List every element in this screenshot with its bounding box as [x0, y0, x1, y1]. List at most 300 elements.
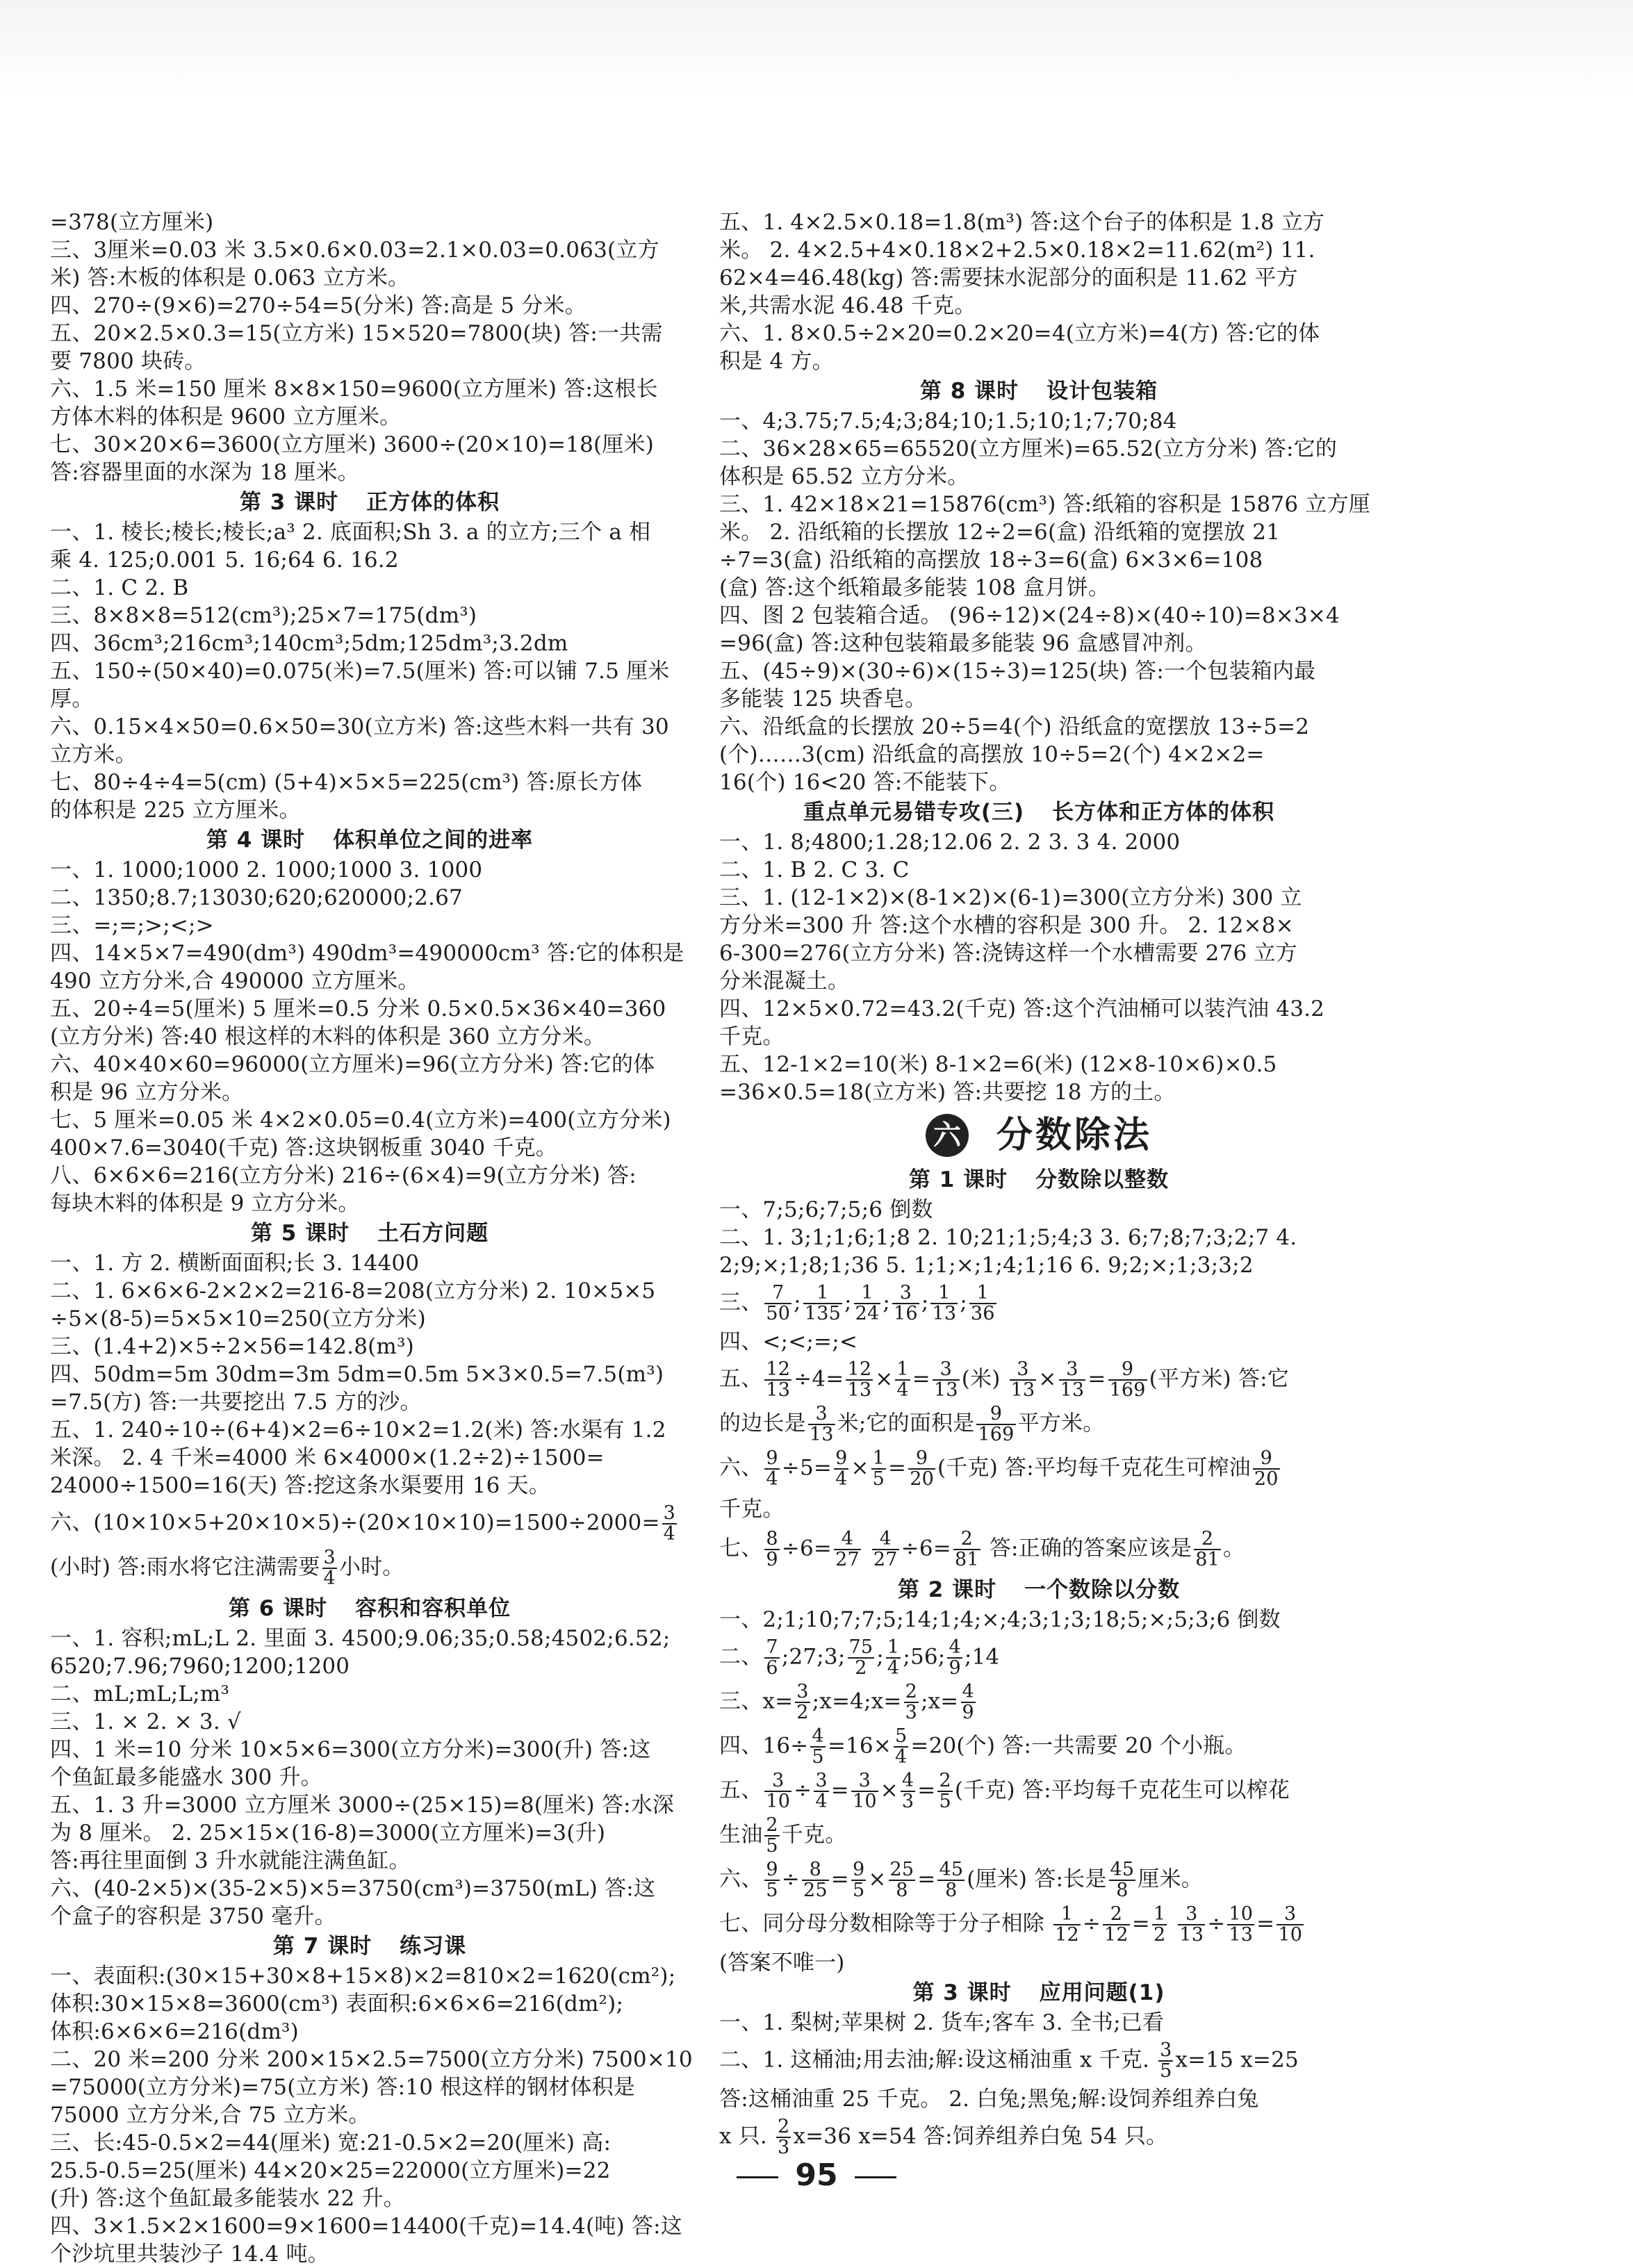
fraction [322, 1548, 337, 1588]
fraction-numerator: 4 [872, 1529, 899, 1550]
lesson-heading [50, 1593, 689, 1625]
answer-text: 生油 [719, 1822, 763, 1848]
answer-line: 三、8×8×8=512(cm³);25×7=175(dm³) [50, 603, 477, 628]
answer-line [719, 1727, 1359, 1767]
answer-line: 三、(1.4+2)×5÷2×56=142.8(m³) [50, 1334, 414, 1359]
answer-line: 米) 答:木板的体积是 0.063 立方米。 [50, 265, 410, 290]
answer-line: 个沙坑里共装沙子 14.4 吨。 [50, 2242, 329, 2267]
fraction-numerator: 3 [1178, 1905, 1205, 1925]
math-text: = [830, 1866, 849, 1892]
fraction-denominator: 36 [970, 1303, 995, 1324]
fraction-denominator: 13 [1010, 1379, 1035, 1401]
answer-line: 五、1. 3 升=3000 立方厘米 3000÷(25×15)=8(厘米) 答:水深 [50, 1793, 675, 1818]
answer-line: 米深。 2. 4 千米=4000 米 6×4000×(1.2÷2)÷1500= [50, 1445, 605, 1470]
answer-line: 一、1. 方 2. 横断面面积;长 3. 14400 [50, 1251, 420, 1276]
fraction [1158, 2041, 1173, 2081]
fraction [871, 1449, 886, 1489]
answer-line: 立方米。 [50, 742, 137, 767]
answer-text: 小时。 [338, 1554, 404, 1580]
answer-line: 六、(40-2×5)×(35-2×5)×5=3750(cm³)=3750(mL) 答:这 [50, 1876, 656, 1901]
scan-shadow [0, 0, 1633, 97]
fraction-numerator: 2 [905, 1681, 917, 1702]
lesson-title: 土石方问题 [377, 1221, 489, 1246]
answer-text: 三、 [719, 1688, 763, 1714]
fraction-denominator: 4 [895, 1746, 908, 1768]
answer-line: 六、沿纸盒的长摆放 20÷5=4(个) 沿纸盒的宽摆放 13÷5=2 [719, 714, 1310, 739]
answer-text: 的边长是 [719, 1411, 806, 1436]
answer-line: 五、20÷4=5(厘米) 5 厘米=0.5 分米 0.5×0.5×36×40=360 [50, 996, 666, 1021]
fraction-numerator: 3 [808, 1404, 835, 1425]
answer-line: 6-300=276(立方分米) 答:浇铸这样一个水槽需要 276 立方 [719, 941, 1297, 966]
answer-line: 二、36×28×65=65520(立方厘米)=65.52(立方分米) 答:它的 [719, 436, 1338, 461]
math-text: × [868, 1866, 887, 1892]
fraction [886, 1638, 901, 1678]
math-text: 。 [1222, 1536, 1245, 1561]
answer-line [719, 1860, 1359, 1900]
fraction-numerator: 25 [889, 1859, 914, 1880]
answer-line: 的体积是 225 立方厘米。 [50, 798, 301, 823]
math-text: 千克。 [781, 1822, 847, 1848]
answer-line: 四、图 2 包装箱合适。 (96÷12)×(24÷8)×(40÷10)=8×3×4 [719, 603, 1340, 628]
answer-line: 二、1. 3;1;1;6;1;8 2. 10;21;1;5;4;3 3. 6;7;8;7;3;2;7 4. [719, 1225, 1297, 1250]
fraction-denominator: 5 [852, 1880, 865, 1901]
lesson-number: 第 8 课时 [919, 379, 1019, 404]
math-text: = [1256, 1911, 1275, 1937]
answer-line: 三、长:45-0.5×2=44(厘米) 宽:21-0.5×2=20(厘米) 高: [50, 2130, 612, 2155]
answer-line: =36×0.5=18(立方米) 答:共要挖 18 方的土。 [719, 1080, 1176, 1105]
fraction-numerator: 8 [766, 1528, 778, 1550]
lesson-heading [719, 1574, 1359, 1606]
answer-line [719, 1771, 1359, 1811]
answer-line: 七、30×20×6=3600(立方厘米) 3600÷(20×10)=18(厘米) [50, 432, 655, 457]
fraction-numerator: 75 [848, 1636, 873, 1658]
answer-text: 二、1. 这桶油;用去油;解:设这桶油重 x 千克. [719, 2047, 1157, 2073]
fraction-denominator: 5 [1160, 2060, 1172, 2082]
fraction [947, 1638, 962, 1678]
fraction-numerator: 2 [939, 1770, 951, 1791]
lesson-heading [719, 375, 1359, 407]
fraction-denominator: 9 [766, 1549, 778, 1570]
lesson-title: 设计包装箱 [1047, 379, 1158, 404]
answer-line [719, 1682, 1359, 1723]
answer-line: 体积是 65.52 立方分米。 [719, 464, 969, 489]
answer-line [719, 1449, 1359, 1489]
answer-line: 答:再往里面倒 3 升水就能注满鱼缸。 [50, 1848, 411, 1873]
lesson-number: 第 3 课时 [239, 490, 339, 515]
answer-line [719, 1529, 1359, 1570]
answer-line [719, 2041, 1359, 2081]
fraction [1010, 1360, 1037, 1400]
fraction-numerator: 9 [835, 1447, 848, 1469]
math-text: = [830, 1777, 849, 1803]
answer-line: 16(个) 16<20 答:不能装下。 [719, 770, 1011, 795]
answer-line: =75000(立方分米)=75(立方米) 答:10 根这样的钢材体积是 [50, 2075, 635, 2100]
answer-line: 四、270÷(9×6)=270÷54=5(分米) 答:高是 5 分米。 [50, 293, 586, 318]
fraction [1109, 1860, 1136, 1900]
fraction-numerator: 2 [1194, 1529, 1221, 1550]
answer-line: 六、40×40×60=96000(立方厘米)=96(立方分米) 答:它的体 [50, 1052, 655, 1077]
fraction-numerator: 45 [1110, 1859, 1135, 1880]
math-text: (千克) 答:平均每千克花生可榨油 [937, 1455, 1251, 1481]
fraction [889, 1860, 916, 1900]
fraction-numerator: 3 [933, 1360, 960, 1381]
answer-line: 6520;7.96;7960;1200;1200 [50, 1654, 350, 1679]
lesson-title: 应用问题(1) [1039, 1980, 1165, 2005]
answer-text: x 只. [719, 2123, 775, 2149]
answer-text: 五、 [719, 1777, 763, 1803]
fraction-numerator: 1 [930, 1283, 958, 1304]
math-text: ;56; [903, 1644, 946, 1670]
fraction-denominator: 4 [896, 1379, 909, 1401]
answer-line: 个鱼缸最多能盛水 300 升。 [50, 1765, 322, 1790]
math-text: =16× [827, 1733, 892, 1759]
fraction-numerator: 1 [1153, 1903, 1166, 1925]
answer-line: 多能装 125 块香皂。 [719, 687, 927, 712]
fraction-denominator: 3 [778, 2137, 790, 2158]
answer-line: 三、1. 42×18×21=15876(cm³) 答:纸箱的容积是 15876 立方厘 [719, 492, 1370, 517]
answer-line: 五、1. 240÷10÷(6+4)×2=6÷10×2=1.2(米) 答:水渠有 1.2 [50, 1418, 666, 1443]
fraction-numerator: 9 [766, 1447, 778, 1469]
fraction-numerator: 3 [1010, 1360, 1037, 1381]
fraction-numerator: 2 [953, 1529, 980, 1550]
answer-line: 二、1350;8.7;13030;620;620000;2.67 [50, 885, 463, 910]
math-text: (厘米) 答:长是 [967, 1866, 1107, 1892]
answer-line [719, 1283, 1359, 1324]
answer-line: 三、=;=;>;<;> [50, 913, 214, 938]
answer-line: 厚。 [50, 687, 94, 712]
fraction-numerator: 4 [962, 1681, 974, 1702]
fraction-denominator: 4 [887, 1657, 900, 1679]
fraction [933, 1360, 960, 1400]
answer-line: 一、1. 梨树;苹果树 2. 货车;客车 3. 全书;已看 [719, 2010, 1165, 2035]
lesson-title: 练习课 [400, 1934, 467, 1959]
answer-line: 一、表面积:(30×15+30×8+15×8)×2=810×2=1620(cm²); [50, 1964, 676, 1989]
fraction-numerator: 1 [803, 1283, 842, 1304]
math-text: = [912, 1366, 930, 1392]
page-number-dash-left [737, 2176, 778, 2178]
answer-line: 三、3厘米=0.03 米 3.5×0.6×0.03=2.1×0.03=0.063(立方 [50, 238, 659, 263]
answer-line: 为 8 厘米。 2. 25×15×(16-8)=3000(立方厘米)=3(升) [50, 1821, 606, 1846]
fraction-denominator: 169 [978, 1424, 1015, 1445]
fraction-denominator: 13 [766, 1379, 791, 1401]
math-text: ÷5= [781, 1455, 832, 1481]
fraction [808, 1404, 835, 1445]
math-text: x=36 x=54 答:饲养组养白兔 54 只。 [793, 2123, 1168, 2149]
answer-line [50, 1504, 689, 1544]
fraction-denominator: 4 [663, 1523, 676, 1545]
fraction [814, 1771, 828, 1811]
fraction-denominator: 9 [949, 1657, 961, 1679]
fraction-denominator: 13 [1060, 1379, 1085, 1401]
fraction-denominator: 3 [901, 1791, 914, 1812]
math-text: × [880, 1777, 898, 1803]
fraction [892, 1283, 919, 1324]
lesson-number: 第 2 课时 [897, 1577, 997, 1602]
math-text: ÷ [781, 1866, 800, 1892]
answer-line: 二、1. 6×6×6-2×2×2=216-8=208(立方分米) 2. 10×5×5 [50, 1279, 656, 1304]
answer-line: 四、<;<;=;< [719, 1329, 858, 1354]
fraction [901, 1771, 915, 1811]
fraction [764, 1816, 779, 1856]
fraction [872, 1529, 899, 1570]
answer-line: (答案不唯一) [719, 1950, 845, 1975]
math-text: = [917, 1866, 936, 1892]
fraction-denominator: 5 [766, 1880, 778, 1901]
fraction-denominator: 13 [847, 1379, 872, 1401]
fraction [1253, 1449, 1280, 1489]
answer-line: 一、4;3.75;7.5;4;3;84;10;1.5;10;1;7;70;84 [719, 409, 1177, 434]
fraction-numerator: 4 [834, 1529, 861, 1550]
answer-text: 七、同分母分数相除等于分子相除 [719, 1911, 1052, 1937]
math-text: (米) [961, 1366, 1008, 1392]
fraction-denominator: 4 [323, 1568, 336, 1589]
answer-line: 三、1. × 2. × 3. √ [50, 1709, 241, 1734]
answer-line: 米。 2. 4×2.5+4×0.18×2+2.5×0.18×2=11.62(m²) 11. [719, 238, 1315, 263]
fraction-denominator: 6 [766, 1657, 778, 1679]
answer-line: 400×7.6=3040(千克) 答:这块钢板重 3040 千克。 [50, 1135, 557, 1160]
fraction [908, 1449, 935, 1489]
answer-line: ÷5×(8-5)=5×5×10=250(立方分米) [50, 1306, 426, 1331]
fraction-numerator: 9 [908, 1449, 935, 1470]
answer-line: 乘 4. 125;0.001 5. 16;64 6. 16.2 [50, 548, 399, 573]
answer-line: 一、2;1;10;7;7;5;14;1;4;×;4;3;1;3;18;5;×;5;3;6 倒数 [719, 1607, 1281, 1632]
fraction-denominator: 81 [954, 1549, 979, 1570]
math-text: ÷6= [781, 1536, 832, 1561]
answer-line: 积是 96 立方分米。 [50, 1080, 244, 1105]
answer-line: 二、mL;mL;L;m³ [50, 1682, 230, 1707]
answer-line: 方分米=300 升 答:这个水槽的容积是 300 升。 2. 12×8× [719, 913, 1294, 938]
answer-line: (升) 答:这个鱼缸最多能装水 22 升。 [50, 2186, 405, 2211]
fraction-numerator: 3 [796, 1681, 809, 1702]
math-text: ; [960, 1290, 967, 1315]
fraction [953, 1529, 980, 1570]
answer-line: 六、1. 8×0.5÷2×20=0.2×20=4(立方米)=4(方) 答:它的体 [719, 321, 1320, 346]
answer-line: 答:这桶油重 25 千克。 2. 白兔;黑兔;解:设饲养组养白兔 [719, 2087, 1259, 2112]
fraction [776, 2117, 791, 2158]
fraction-denominator: 13 [932, 1303, 957, 1324]
math-text: 厘米。 [1138, 1866, 1203, 1892]
answer-line: 490 立方分米,合 490000 立方厘米。 [50, 969, 420, 994]
answer-line: 75000 立方分米,合 75 立方米。 [50, 2103, 370, 2128]
math-text [863, 1536, 870, 1561]
fraction [895, 1360, 910, 1400]
answer-line: (立方分米) 答:40 根这样的木料的体积是 360 立方分米。 [50, 1024, 606, 1049]
answer-text: 六、(10×10×5+20×10×5)÷(20×10×10)=1500÷2000= [50, 1510, 660, 1536]
fraction-denominator: 4 [766, 1468, 778, 1490]
answer-line: 一、1. 1000;1000 2. 1000;1000 3. 1000 [50, 857, 483, 882]
fraction [846, 1360, 873, 1400]
math-text: = [888, 1455, 907, 1481]
fraction-denominator: 20 [910, 1468, 934, 1490]
math-text: ;14 [964, 1644, 1000, 1670]
math-text: (平方米) 答:它 [1149, 1366, 1289, 1392]
fraction [848, 1638, 875, 1678]
math-text: ; [844, 1290, 852, 1315]
unit-title: 分数除法 [996, 1115, 1152, 1156]
fraction [1103, 1905, 1130, 1945]
fraction-numerator: 9 [976, 1404, 1015, 1425]
unit-heading [719, 1109, 1359, 1160]
fraction [969, 1283, 996, 1324]
fraction-denominator: 8 [896, 1880, 908, 1901]
math-text: × [851, 1455, 869, 1481]
fraction-denominator: 13 [933, 1379, 958, 1401]
right-column [719, 208, 1370, 2162]
fraction [764, 1860, 779, 1900]
fraction [803, 1283, 842, 1324]
fraction-denominator: 8 [1116, 1880, 1129, 1901]
lesson-heading [719, 1977, 1359, 2009]
fraction [930, 1283, 958, 1324]
answer-line: ÷7=3(盒) 沿纸箱的高摆放 18÷3=6(盒) 6×3×6=108 [719, 548, 1263, 573]
math-text: x=15 x=25 [1175, 2047, 1299, 2073]
fraction-numerator: 8 [802, 1860, 829, 1881]
answer-line: 要 7800 块砖。 [50, 349, 206, 374]
fraction [1277, 1905, 1304, 1945]
answer-line: 每块木料的体积是 9 立方分米。 [50, 1191, 360, 1216]
answer-line: 五、(45÷9)×(30÷6)×(15÷3)=125(块) 答:一个包装箱内最 [719, 659, 1316, 684]
answer-line: 答:容器里面的水深为 18 厘米。 [50, 460, 359, 485]
answer-line: 千克。 [719, 1024, 785, 1049]
math-text: ÷6= [901, 1536, 951, 1561]
fraction-numerator: 9 [1253, 1449, 1280, 1470]
fraction [904, 1682, 919, 1723]
answer-line: =7.5(方) 答:一共要挖出 7.5 方的沙。 [50, 1390, 422, 1415]
answer-text: 千克。 [719, 1497, 785, 1522]
answer-line: 二、1. C 2. B [50, 575, 189, 600]
answer-line: 25.5-0.5=25(厘米) 44×20×25=22000(立方厘米)=22 [50, 2158, 611, 2183]
fraction-numerator: 3 [815, 1770, 828, 1791]
fraction [976, 1404, 1015, 1445]
fraction-denominator: 12 [1104, 1924, 1129, 1946]
math-text: ; [876, 1644, 884, 1670]
answer-line: 六、0.15×4×50=0.6×50=30(立方米) 答:这些木料一共有 30 [50, 714, 669, 739]
answer-line: 米,共需水泥 46.48 千克。 [719, 293, 976, 318]
fraction [1053, 1905, 1081, 1945]
fraction-numerator: 3 [1160, 2039, 1172, 2061]
lesson-number: 第 6 课时 [228, 1596, 328, 1621]
answer-line: 四、12×5×0.72=43.2(千克) 答:这个汽油桶可以装汽油 43.2 [719, 996, 1325, 1021]
answer-line: (个)……3(cm) 沿纸盒的高摆放 10÷5=2(个) 4×2×2= [719, 742, 1265, 767]
fraction-denominator: 135 [804, 1303, 841, 1324]
answer-line: 七、5 厘米=0.05 米 4×2×0.05=0.4(立方米)=400(立方分米) [50, 1108, 671, 1133]
fraction-denominator: 10 [852, 1791, 877, 1812]
lesson-number: 第 4 课时 [206, 828, 306, 853]
fraction-denominator: 24 [855, 1303, 880, 1324]
page-number-value: 95 [795, 2158, 838, 2193]
fraction-numerator: 3 [764, 1771, 791, 1792]
fraction [961, 1682, 976, 1723]
lesson-title: 长方体和正方体的体积 [1052, 800, 1275, 825]
fraction-numerator: 3 [851, 1771, 878, 1792]
lesson-title: 正方体的体积 [366, 490, 500, 515]
answer-text: 七、 [719, 1536, 763, 1561]
math-text: = [917, 1777, 936, 1803]
answer-line [719, 1404, 1359, 1445]
answer-line: 四、14×5×7=490(dm³) 490dm³=490000cm³ 答:它的体积是 [50, 941, 684, 966]
answer-line: 二、20 米=200 分米 200×15×2.5=7500(立方分米) 7500×10 [50, 2047, 693, 2072]
answer-line: 方体木料的体积是 9600 立方厘米。 [50, 404, 402, 429]
answer-line: 五、20×2.5×0.3=15(立方米) 15×520=7800(块) 答:一共需 [50, 321, 663, 346]
answer-text: (小时) 答:雨水将它注满需要 [50, 1554, 320, 1580]
answer-text: 六、 [719, 1866, 763, 1892]
fraction-denominator: 25 [803, 1880, 828, 1901]
fraction-denominator: 2 [1153, 1924, 1166, 1946]
fraction [764, 1360, 791, 1400]
fraction-denominator: 12 [1055, 1924, 1079, 1946]
answer-line [719, 1638, 1359, 1678]
fraction-numerator: 3 [892, 1283, 919, 1304]
math-text: x= [762, 1688, 794, 1714]
fraction-numerator: 1 [1053, 1905, 1081, 1925]
fraction-denominator: 5 [872, 1468, 885, 1490]
answer-line [719, 1816, 1359, 1856]
fraction [1108, 1360, 1147, 1400]
math-text: ÷ [1082, 1911, 1101, 1937]
math-text: ÷ [1207, 1911, 1226, 1937]
fraction [764, 1638, 779, 1678]
fraction-denominator: 10 [1278, 1924, 1303, 1946]
fraction [854, 1283, 881, 1324]
math-text: =20(个) 答:一共需要 20 个小瓶。 [910, 1733, 1247, 1759]
answer-line: 一、1. 棱长;棱长;棱长;a³ 2. 底面积;Sh 3. a 的立方;三个 a 相 [50, 520, 651, 545]
fraction-denominator: 27 [873, 1549, 898, 1570]
fraction [810, 1727, 825, 1767]
answer-line: 二、1. B 2. C 3. C [719, 857, 910, 882]
fraction-numerator: 1 [854, 1283, 881, 1304]
fraction-denominator: 2 [855, 1657, 867, 1679]
fraction-numerator: 4 [901, 1770, 914, 1791]
answer-line: 四、36cm³;216cm³;140cm³;5dm;125dm³;3.2dm [50, 631, 568, 656]
lesson-title: 体积单位之间的进率 [333, 828, 534, 853]
unit-number-badge: 六 [926, 1114, 969, 1157]
math-text: ;27;3; [781, 1644, 846, 1670]
fraction-denominator: 4 [815, 1791, 828, 1812]
fraction-numerator: 12 [847, 1358, 872, 1380]
math-text: ; [794, 1290, 801, 1315]
fraction-numerator: 1 [969, 1283, 996, 1304]
answer-text: 五、 [719, 1366, 763, 1392]
answer-line: 四、1 米=10 分米 10×5×6=300(立方分米)=300(升) 答:这 [50, 1737, 651, 1762]
fraction-numerator: 1 [872, 1447, 885, 1469]
fraction [764, 1283, 791, 1324]
fraction [1178, 1905, 1205, 1945]
fraction [834, 1529, 861, 1570]
fraction [795, 1682, 810, 1723]
answer-text: 三、 [719, 1290, 763, 1315]
answer-line: 个盒子的容积是 3750 毫升。 [50, 1904, 336, 1929]
fraction-denominator: 5 [766, 1835, 778, 1857]
fraction-numerator: 5 [895, 1725, 908, 1747]
answer-line: 24000÷1500=16(天) 答:挖这条水渠要用 16 天。 [50, 1473, 550, 1498]
lesson-heading [719, 796, 1359, 828]
lesson-heading [50, 824, 689, 856]
lesson-heading [50, 1930, 689, 1962]
lesson-title: 分数除以整数 [1035, 1167, 1170, 1192]
answer-text: 二、 [719, 1644, 763, 1670]
fraction-numerator: 1 [887, 1636, 900, 1658]
fraction-denominator: 5 [812, 1746, 824, 1768]
answer-line: 三、1. (12-1×2)×(8-1×2)×(6-1)=300(立方分米) 300 立 [719, 885, 1302, 910]
answer-line: =378(立方厘米) [50, 210, 214, 235]
answer-line [719, 1905, 1359, 1945]
answer-line: 体积:6×6×6=216(dm³) [50, 2019, 299, 2044]
page-number [0, 2158, 1633, 2193]
answer-line: 五、12-1×2=10(米) 8-1×2=6(米) (12×8-10×6)×0.5 [719, 1052, 1277, 1077]
lesson-number: 第 1 课时 [908, 1167, 1008, 1192]
answer-line [719, 2117, 1359, 2158]
fraction [1194, 1529, 1221, 1570]
